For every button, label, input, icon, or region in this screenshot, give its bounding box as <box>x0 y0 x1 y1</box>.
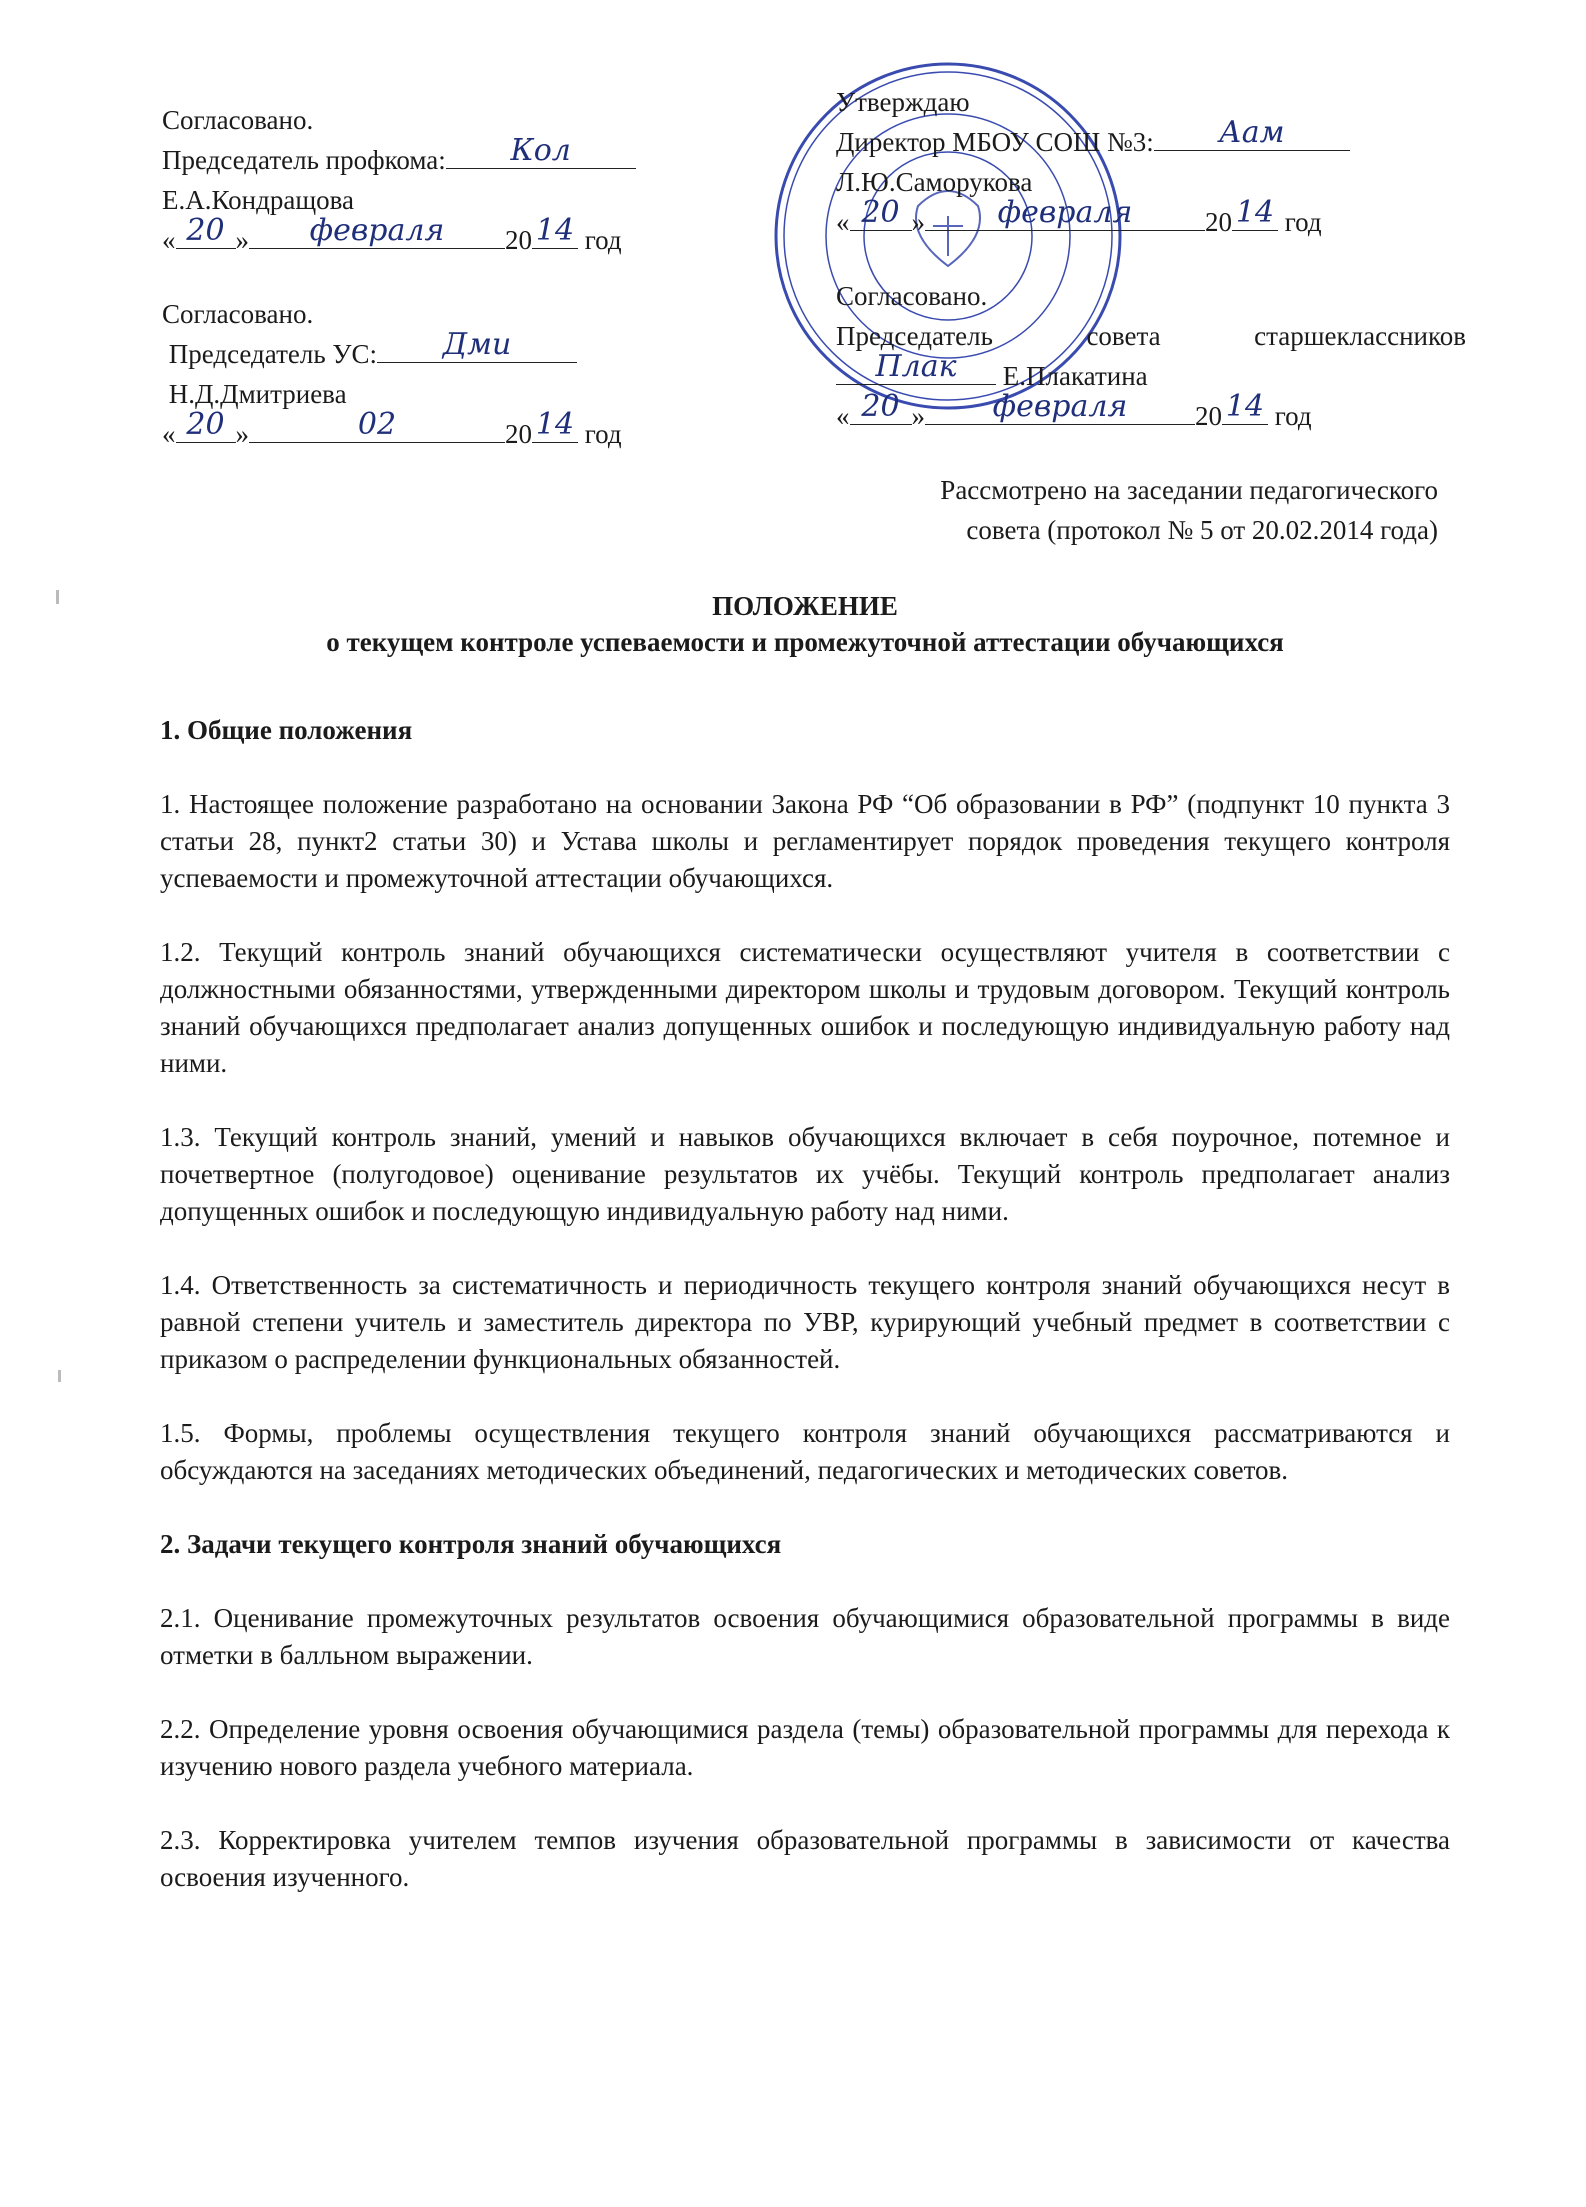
profkom-date-month: февраля <box>309 213 445 248</box>
council-title-2: совета <box>1086 321 1161 351</box>
us-signature: Дми <box>442 327 512 362</box>
director-approve: Утверждаю <box>836 87 970 117</box>
scan-mark <box>58 1370 61 1382</box>
director-date-month: февраля <box>997 195 1133 230</box>
director-date-year-word: год <box>1284 207 1322 237</box>
left-approvals <box>162 100 722 454</box>
us-name <box>162 374 722 414</box>
profkom-date-year-word: год <box>584 225 622 255</box>
paragraph-1-2: 1.2. Текущий контроль знаний обучающихся систематически осуществляют учителя в соответствии с должностными обязанностями, утвержденными директором школы и трудовым договором. Текущий контроль знаний обучающихся предполагает анализ допущенных ошибок и последующую индивидуальную работу над ними. <box>160 937 1450 1078</box>
paragraph-1-3: 1.3. Текущий контроль знаний, умений и навыков обучающихся включает в себя поурочное, потемное и почетвертное (полугодовое) оценивание результатов их учёбы. Текущий контроль предполагает анализ допущенных ошибок и последующую индивидуальную работу над ними. <box>160 1122 1450 1226</box>
paragraph-1-1: 1. Настоящее положение разработано на основании Закона РФ “Об образовании в РФ” (подпункт 10 пункта 3 статьи 28, пункт2 статьи 30) и Устава школы и регламентирует порядок проведения текущего контроля успеваемости и промежуточной аттестации обучающихся. <box>160 789 1450 893</box>
profkom-name: Е.А.Кондращова <box>162 185 354 215</box>
us-date-year: 14 <box>535 407 575 442</box>
considered-note <box>940 470 1438 550</box>
council-name-line <box>836 349 1466 396</box>
council-signature: Плак <box>875 349 957 384</box>
council-title-3: старшеклассников <box>1254 321 1466 351</box>
us-date-day: 20 <box>186 407 225 442</box>
document-title-block <box>160 588 1450 660</box>
us-signature-blank <box>377 327 577 363</box>
scan-mark <box>56 590 59 604</box>
council-date-day: 20 <box>861 389 900 424</box>
council-date-year: 14 <box>1225 389 1265 424</box>
section-2-heading: 2. Задачи текущего контроля знаний обучающихся <box>160 1529 782 1559</box>
paragraph-1-5: 1.5. Формы, проблемы осуществления текущего контроля знаний обучающихся рассматриваются и обсуждаются на заседаниях методических объединений, педагогических и методических советов. <box>160 1418 1450 1485</box>
paragraph-2-1: 2.1. Оценивание промежуточных результатов освоения обучающимися образовательной программы в виде отметки в балльном выражении. <box>160 1603 1450 1670</box>
us-name-text: Н.Д.Дмитриева <box>168 379 347 409</box>
director-date-day: 20 <box>861 195 900 230</box>
director-date: « 20 » февраля 20 14 год <box>836 195 1322 237</box>
council-agreed: Согласовано. <box>836 281 988 311</box>
us-date-year-prefix: 20 <box>505 419 532 449</box>
council-date-year-word: год <box>1274 401 1312 431</box>
profkom-date-year: 14 <box>535 213 575 248</box>
director-title: Директор МБОУ СОШ №3: <box>836 127 1154 157</box>
spacer <box>836 242 1466 276</box>
council-date-year-prefix: 20 <box>1195 401 1222 431</box>
paragraph-2-2: 2.2. Определение уровня освоения обучающимися раздела (темы) образовательной программы для перехода к изучению нового раздела учебного материала. <box>160 1714 1450 1781</box>
profkom-date-day: 20 <box>186 213 225 248</box>
profkom-signature-blank <box>446 133 636 169</box>
us-date: « 20 » 02 20 14 год <box>162 407 622 449</box>
director-name: Л.Ю.Саморукова <box>836 167 1033 197</box>
profkom-signature: Кол <box>510 133 571 168</box>
document-body <box>160 712 1450 1933</box>
profkom-date-year-prefix: 20 <box>505 225 532 255</box>
us-date-year-word: год <box>584 419 622 449</box>
right-approvals <box>836 82 1466 436</box>
paragraph-1-4: 1.4. Ответственность за систематичность и периодичность текущего контроля знаний обучающихся несут в равной степени учитель и заместитель директора по УВР, курирующий учебный предмет в соответствии с приказом о распределении функциональных обязанностей. <box>160 1270 1450 1374</box>
director-signature: Аам <box>1219 115 1285 150</box>
profkom-title-line <box>162 133 722 180</box>
director-title-line <box>836 115 1466 162</box>
us-date-month: 02 <box>357 407 397 442</box>
considered-line-1: Рассмотрено на заседании педагогического <box>940 475 1438 505</box>
council-title-1: Председатель <box>836 321 993 351</box>
us-title: Председатель УС: <box>168 339 378 369</box>
profkom-title: Председатель профкома: <box>162 145 446 175</box>
section-1-heading: 1. Общие положения <box>160 715 413 745</box>
spacer <box>162 260 722 294</box>
director-signature-blank <box>1154 115 1350 151</box>
us-title-line <box>162 327 722 374</box>
council-name: Е.Плакатина <box>1002 361 1148 391</box>
profkom-date: « 20 » февраля 20 14 год <box>162 213 622 255</box>
document-title: ПОЛОЖЕНИЕ <box>712 591 898 621</box>
considered-line-2: совета (протокол № 5 от 20.02.2014 года) <box>966 515 1438 545</box>
paragraph-2-3: 2.3. Корректировка учителем темпов изучения образовательной программы в зависимости от качества освоения изученного. <box>160 1825 1450 1892</box>
council-date-month: февраля <box>992 389 1128 424</box>
document-subtitle: о текущем контроле успеваемости и промежуточной аттестации обучающихся <box>326 627 1284 657</box>
director-date-year-prefix: 20 <box>1205 207 1232 237</box>
council-date: « 20 » февраля 20 14 год <box>836 389 1312 431</box>
director-date-year: 14 <box>1235 195 1275 230</box>
council-signature-blank <box>836 349 996 385</box>
us-agreed: Согласовано. <box>162 299 314 329</box>
profkom-agreed: Согласовано. <box>162 105 314 135</box>
